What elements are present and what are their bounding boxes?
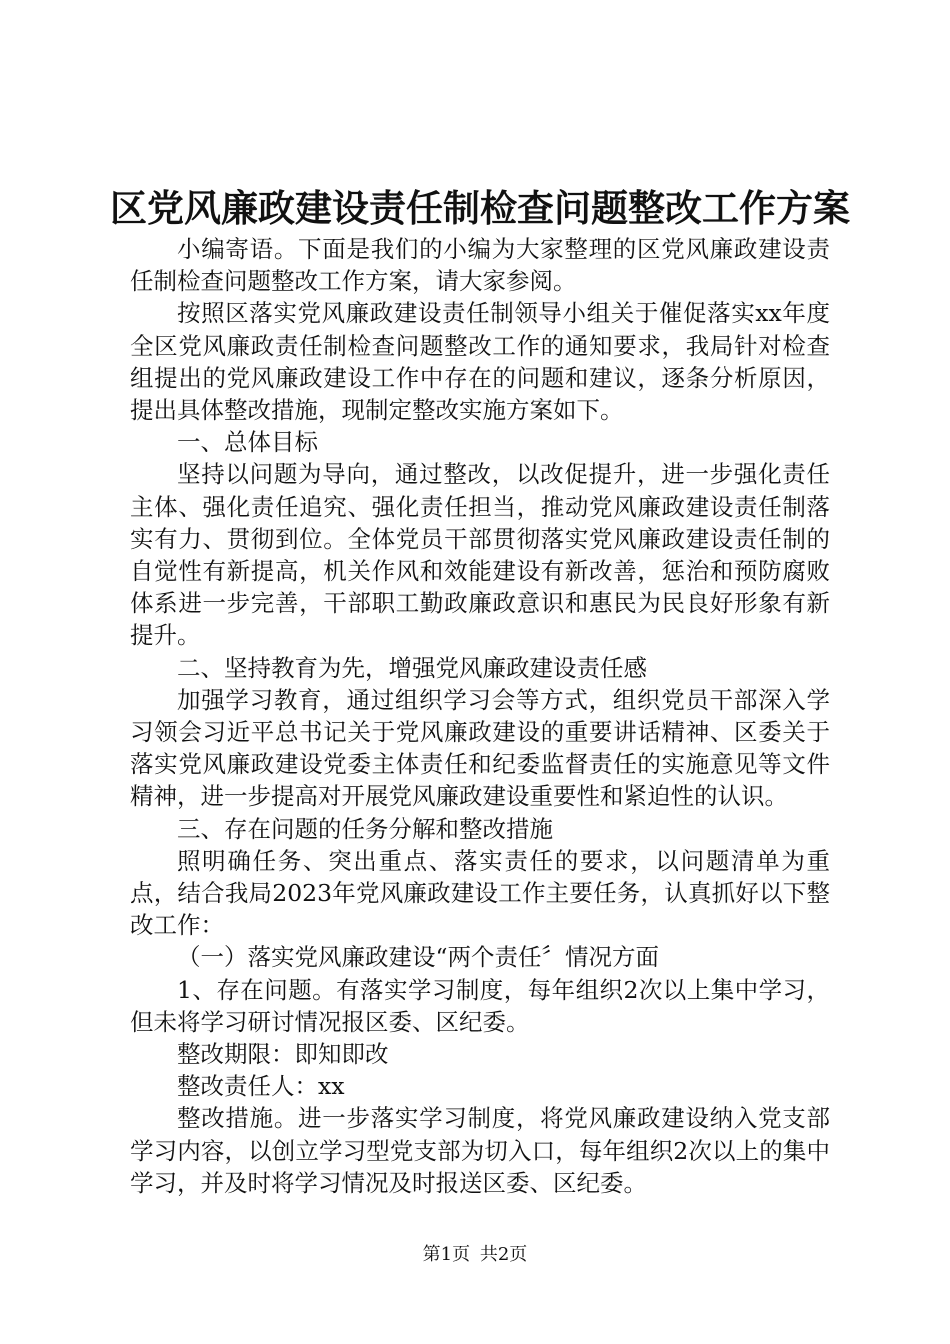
page-number: 第1页 xyxy=(422,1244,471,1265)
background-paragraph: 按照区落实党风廉政建设责任制领导小组关于催促落实xx年度全区党风廉政责任制检查问题整改工作的通知要求，我局针对检查组提出的党风廉政建设工作中存在的问题和建议，逐条分析原因，提出具体整改措施，现制定整改实施方案如下。 xyxy=(130,299,830,425)
issue-paragraph: 1、存在问题。有落实学习制度，每年组织2次以上集中学习，但未将学习研讨情况报区委、区纪委。 xyxy=(130,975,830,1036)
section-3-paragraph: 照明确任务、突出重点、落实责任的要求，以问题清单为重点，结合我局2023年党风廉政建设工作主要任务，认真抓好以下整改工作： xyxy=(130,846,830,940)
page-footer xyxy=(0,1243,950,1267)
document-body xyxy=(130,233,830,1199)
measures-paragraph: 整改措施。进一步落实学习制度，将党风廉政建设纳入党支部学习内容，以创立学习型党支部为切入口，每年组织2次以上的集中学习，并及时将学习情况及时报送区委、区纪委。 xyxy=(130,1104,830,1197)
subsection-heading-1: （一）落实党风廉政建设“两个责任〞情况方面 xyxy=(177,943,660,972)
intro-paragraph: 小编寄语。下面是我们的小编为大家整理的区党风廉政建设责任制检查问题整改工作方案，请大家参阅。 xyxy=(130,235,830,296)
section-2-paragraph: 加强学习教育，通过组织学习会等方式，组织党员干部深入学习领会习近平总书记关于党风廉政建设的重要讲话精神、区委关于落实党风廉政建设党委主体责任和纪委监督责任的实施意见等文件精神，进一步提高对开展党风廉政建设重要性和紧迫性的认识。 xyxy=(130,685,830,811)
document-title: 区党风廉政建设责任制检查问题整改工作方案 xyxy=(110,186,850,230)
section-heading-1: 一、总体目标 xyxy=(177,428,318,457)
deadline-paragraph: 整改期限：即知即改 xyxy=(177,1040,389,1069)
section-heading-2: 二、坚持教育为先，增强党风廉政建设责任感 xyxy=(177,653,647,682)
section-1-paragraph: 坚持以问题为导向，通过整改，以改促提升，进一步强化责任主体、强化责任追究、强化责任担当，推动党风廉政建设责任制落实有力、贯彻到位。全体党员干部贯彻落实党风廉政建设责任制的自觉性有新提高，机关作风和效能建设有新改善，惩治和预防腐败体系进一步完善，干部职工勤政廉政意识和惠民为民良好形象有新提升。 xyxy=(130,460,830,650)
section-heading-3: 三、存在问题的任务分解和整改措施 xyxy=(177,814,553,843)
page-total: 共2页 xyxy=(479,1244,528,1265)
responsible-person-paragraph: 整改责任人：xx xyxy=(177,1072,345,1101)
